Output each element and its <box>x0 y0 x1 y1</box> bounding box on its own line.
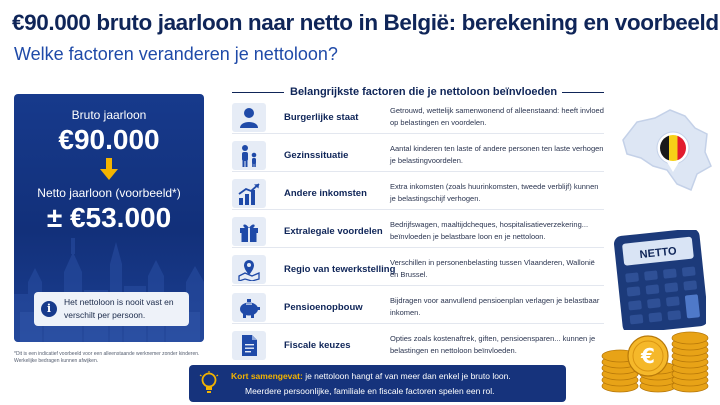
factor-row-andere-inkomsten <box>232 177 604 210</box>
factor-description: Extra inkomsten (zoals huurinkomsten, tweede verblijf) kunnen je belastingschijf verhogen. <box>390 182 599 203</box>
summary-line-2: Meerdere persoonlijke, familiale en fiscale factoren spelen een rol. <box>245 386 495 396</box>
summary-line-1 <box>231 371 511 381</box>
gift-icon <box>232 217 266 246</box>
header-divider-right <box>562 92 604 93</box>
svg-text:€: € <box>641 344 655 368</box>
document-icon <box>232 331 266 360</box>
summary-banner <box>189 365 566 402</box>
gross-salary-value: €90.000 <box>58 124 160 155</box>
factor-row-gezinssituatie <box>232 139 604 172</box>
factor-label: Gezinssituatie <box>284 150 349 161</box>
euro-coins-illustration <box>598 300 710 396</box>
piggy-bank-icon <box>232 293 266 322</box>
factor-row-burgerlijke-staat <box>232 101 604 134</box>
factor-description: Getrouwd, wettelijk samenwonend of alleenstaand: heeft invloed op belastingen en voordelen. <box>390 106 604 127</box>
factor-row-extralegale-voordelen <box>232 215 604 248</box>
info-note <box>34 292 189 326</box>
summary-title: Kort samengevat: <box>231 371 303 381</box>
person-icon <box>232 103 266 132</box>
factor-label: Regio van tewerkstelling <box>284 264 396 275</box>
factor-row-fiscale-keuzes <box>232 329 604 362</box>
factor-description: Bijdragen voor aanvullend pensioenplan verlagen je belastbaar inkomen. <box>390 296 600 317</box>
belgium-map-illustration <box>615 100 715 196</box>
salary-panel <box>14 94 204 342</box>
factor-label: Extralegale voordelen <box>284 226 383 237</box>
summary-text-1: je nettoloon hangt af van meer dan enkel je bruto loon. <box>305 371 511 381</box>
page-title: €90.000 bruto jaarloon naar netto in België: berekening en voorbeeld <box>12 10 719 35</box>
factor-row-regio <box>232 253 604 286</box>
net-salary-value: ± €53.000 <box>46 202 172 233</box>
factor-description: Aantal kinderen ten laste of andere personen ten laste verhogen je belastingvoordelen. <box>390 144 604 165</box>
map-pin-icon <box>232 255 266 284</box>
lightbulb-icon <box>199 371 219 395</box>
arrow-down-icon <box>100 158 118 180</box>
footnote: *Dit is een indicatief voorbeeld voor een alleenstaande werknemer zonder kinderen. Werkelijke bedragen kunnen afwijken. <box>14 351 200 364</box>
factor-description: Bedrijfswagen, maaltijdcheques, hospitalisatieverzekering... beïnvloeden je belastbare loon en je nettoloon. <box>390 220 589 241</box>
net-salary-label: Netto jaarloon (voorbeeld*) <box>37 186 181 200</box>
growth-chart-icon <box>232 179 266 208</box>
family-icon <box>232 141 266 170</box>
header-divider-left <box>232 92 284 93</box>
factor-label: Burgerlijke staat <box>284 112 359 123</box>
factor-description: Verschillen in personenbelasting tussen Vlaanderen, Wallonië en Brussel. <box>390 258 595 279</box>
gross-salary-label: Bruto jaarloon <box>71 108 147 122</box>
calculator-display-text: NETTO <box>639 245 678 262</box>
factor-label: Andere inkomsten <box>284 188 367 199</box>
factor-label: Fiscale keuzes <box>284 340 351 351</box>
factor-label: Pensioenopbouw <box>284 302 363 313</box>
page-subtitle: Welke factoren veranderen je nettoloon? <box>14 44 338 64</box>
factor-row-pensioenopbouw <box>232 291 604 324</box>
info-note-text: Het nettoloon is nooit vast en verschilt per persoon. <box>64 297 174 320</box>
euro-coin-icon <box>628 336 668 376</box>
factor-description: Opties zoals kostenaftrek, giften, pensioensparen... kunnen je belastingen en nettoloon beïnvloeden. <box>390 334 596 355</box>
factors-header: Belangrijkste factoren die je nettoloon beïnvloeden <box>290 86 558 98</box>
info-icon: i <box>41 301 57 317</box>
